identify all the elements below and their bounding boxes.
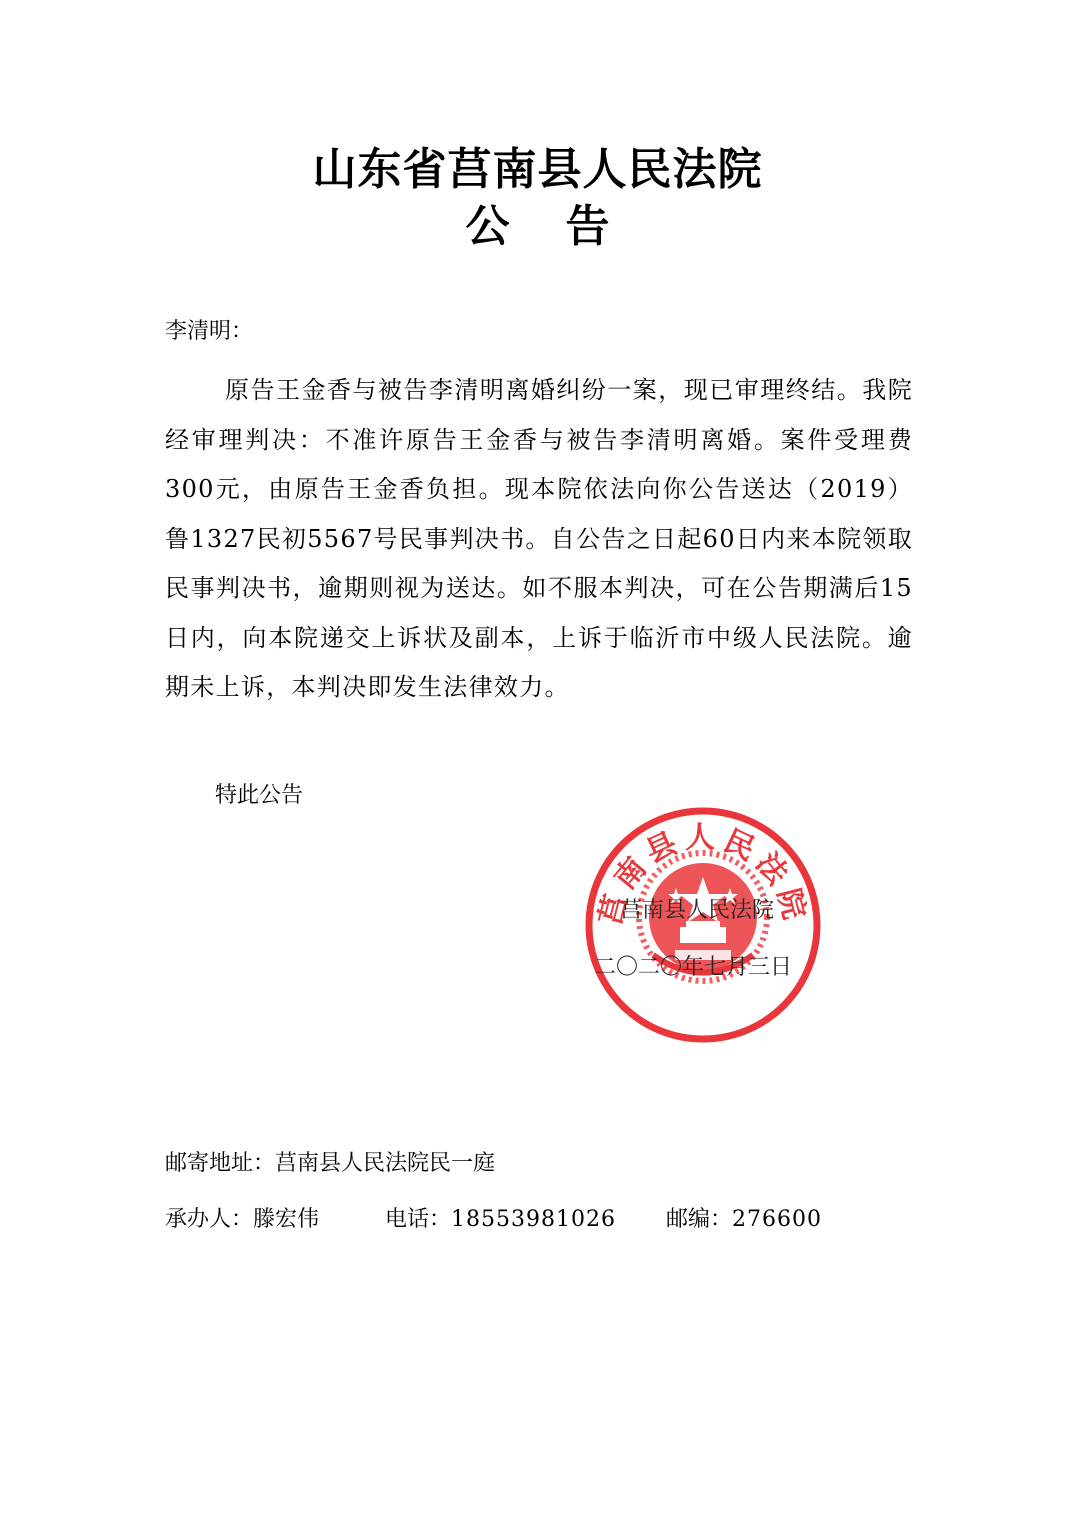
handler-name: 滕宏伟 [253, 1207, 320, 1232]
court-seal-stamp [583, 805, 823, 1045]
signature-date: 二〇二〇年七月三日 [594, 955, 793, 980]
contact-line [165, 1202, 822, 1233]
postcode-value: 276600 [732, 1207, 823, 1232]
mailing-address [165, 1146, 495, 1177]
addressee: 李清明： [165, 319, 254, 344]
notice-title-char-2: 告 [565, 201, 610, 252]
signature-court: 莒南县人民法院 [620, 898, 775, 923]
phone-number: 18553981026 [451, 1207, 617, 1232]
notice-title [0, 190, 1075, 254]
court-title: 山东省莒南县人民法院 [312, 144, 763, 195]
phone-label: 电话： [385, 1207, 452, 1232]
closing-phrase: 特此公告 [215, 783, 304, 808]
seal-ring-text: 莒南县人民法院 [592, 820, 814, 929]
mailing-address-value: 莒南县人民法院民一庭 [275, 1151, 496, 1176]
mailing-address-label: 邮寄地址： [165, 1151, 276, 1176]
postcode-label: 邮编： [666, 1207, 733, 1232]
handler-label: 承办人： [165, 1207, 254, 1232]
notice-body: 原告王金香与被告李清明离婚纠纷一案，现已审理终结。我院经审理判决：不准许原告王金香与被告李清明离婚。案件受理费300元，由原告王金香负担。现本院依法向你公告送达（2019）鲁1327民初5567号民事判决书。自公告之日起60日内来本院领取民事判决书，逾期则视为送达。如不服本判决，可在公告期满后15日内，向本院递交上诉状及副本，上诉于临沂市中级人民法院。逾期未上诉，本判决即发生法律效力。 [165, 376, 913, 701]
notice-title-char-1: 公 [465, 201, 510, 252]
